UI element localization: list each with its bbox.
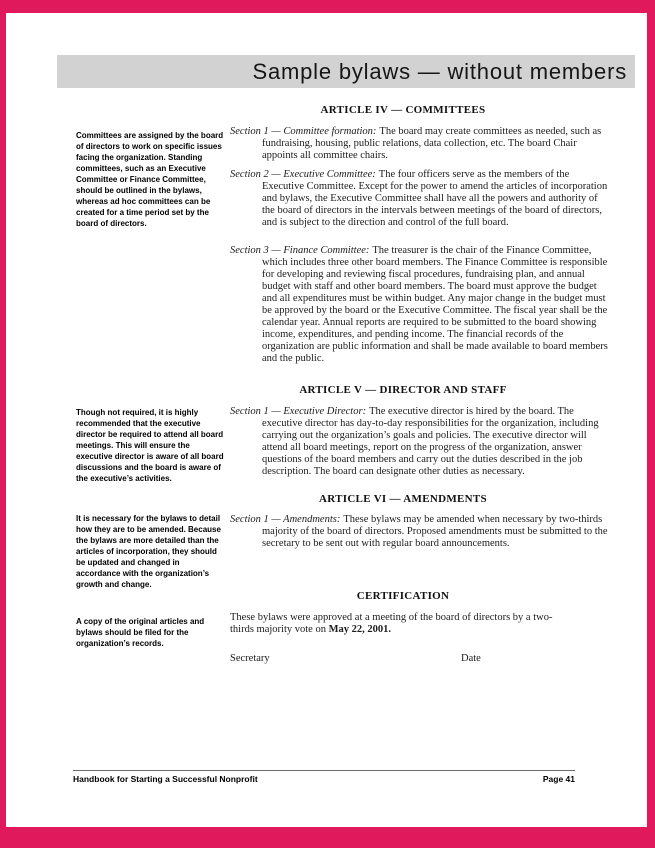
margin-note-amendments: It is necessary for the bylaws to detail how they are to be amended. Because the bylaws are more detailed than the articles of incorporation, they should be updated and changed in accordance with the organization’s growth and change. xyxy=(76,514,221,589)
footer-divider xyxy=(73,770,575,771)
section-label: Section 2 — Executive Committee: xyxy=(230,169,376,180)
article-vi-heading: ARTICLE VI — AMENDMENTS xyxy=(319,493,487,505)
margin-note-records: A copy of the original articles and bylaws should be filed for the organization’s records. xyxy=(76,617,205,648)
article-v-heading: ARTICLE V — DIRECTOR AND STAFF xyxy=(299,384,507,396)
section-text: The treasurer is the chair of the Finance Committee, which includes three other board members. The Finance Committee is responsible for developing and reviewing fiscal procedures, fundraising plan, and annual budget with staff and other board members. The board must approve the budget and all expenditures must be within budget. Any major change in the budget must be approved by the board or the Executive Committee. The fiscal year shall be the calendar year. Annual reports are required to be submitted to the board showing income, expenditures, and pending income. The financial records of the organization are public information and shall be made available to board members and the public. xyxy=(262,245,608,364)
certification-paragraph xyxy=(230,612,576,636)
section-text: The board may create committees as needed, such as fundraising, housing, public relations, data collection, etc. The board Chair appoints all committee chairs. xyxy=(262,126,602,161)
section-text: The four officers serve as the members of the Executive Committee. Except for the power to amend the articles of incorporation and bylaws, the Executive Committee shall have all the powers and authority of the board of directors in the intervals between meetings of the board of directors, and is subject to the direction and control of the full board. xyxy=(262,169,608,228)
margin-note-committees: Committees are assigned by the board of directors to work on specific issues facing the organization. Standing committees, such as an Executive Committee or Finance Committee, should be outlined in the bylaws, whereas ad hoc committees can be created for a time period set by the board of directors. xyxy=(76,131,224,228)
certification-date: May 22, 2001. xyxy=(328,624,391,635)
section-paragraph xyxy=(230,406,608,478)
footer-book-title: Handbook for Starting a Successful Nonprofit xyxy=(73,774,258,784)
section-label: Section 1 — Committee formation: xyxy=(230,126,377,137)
header-bar xyxy=(57,55,635,88)
certification-heading: CERTIFICATION xyxy=(356,590,450,602)
section-label: Section 3 — Finance Committee: xyxy=(230,245,370,256)
page-footer xyxy=(73,774,575,784)
margin-note-executive-director: Though not required, it is highly recommended that the executive director be required to attend all board meetings. This will ensure the executive director is aware of all board discussions and the board is aware of the executive’s activities. xyxy=(76,408,224,483)
section-paragraph xyxy=(230,169,608,229)
section-label: Section 1 — Executive Director: xyxy=(230,406,367,417)
section-text: The executive director is hired by the board. The executive director has day-to-day responsibilities for the organization, including carrying out the organization’s goals and policies. The executive director will attend all board meetings, report on the progress of the organization, answer questions of the board members and carry out the duties described in the job description. The board can designate other duties as necessary. xyxy=(262,406,599,477)
signature-label-secretary: Secretary xyxy=(230,653,270,664)
section-paragraph xyxy=(230,126,608,162)
signature-row xyxy=(230,653,576,664)
section-text: These bylaws may be amended when necessary by two-thirds majority of the board of directors. Proposed amendments must be submitted to the secretary to be sent out with regular board announcements. xyxy=(262,514,608,549)
article-iv-heading: ARTICLE IV — COMMITTEES xyxy=(320,104,486,116)
footer-page-number: Page 41 xyxy=(542,774,575,784)
certification-text: These bylaws were approved at a meeting of the board of directors by a two-thirds majority vote on xyxy=(230,612,553,635)
signature-label-date: Date xyxy=(461,653,481,664)
section-paragraph xyxy=(230,514,608,550)
page-title: Sample bylaws — without members xyxy=(252,58,627,84)
section-label: Section 1 — Amendments: xyxy=(230,514,341,525)
section-paragraph xyxy=(230,245,608,365)
